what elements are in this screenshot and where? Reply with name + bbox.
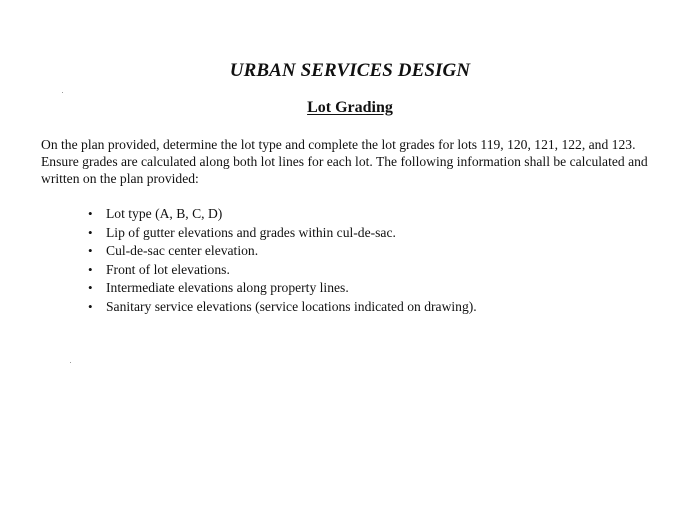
list-item [86,298,477,317]
scan-speck [70,362,71,363]
document-subtitle [0,99,700,117]
bullet-icon: • [88,224,93,240]
bullet-icon: • [88,206,93,221]
scan-speck [62,92,63,93]
list-item [86,279,477,298]
list-item-text: Cul-de-sac center elevation. [106,243,259,258]
list-item-text: Lip of gutter elevations and grades within cul-de-sac. [106,224,396,240]
bullet-icon: • [88,298,93,314]
bullet-icon: • [88,261,93,277]
list-item [86,242,477,261]
subtitle-text: Lot Grading [307,99,393,116]
bullet-icon: • [88,280,93,295]
list-item [86,205,477,224]
requirements-list [86,205,477,316]
list-item-text: Front of lot elevations. [106,261,230,277]
list-item-text: Lot type (A, B, C, D) [106,206,223,221]
document-title: URBAN SERVICES DESIGN [229,60,471,81]
list-item [86,224,477,243]
list-item-text: Intermediate elevations along property lines. [106,280,349,295]
intro-paragraph: On the plan provided, determine the lot type and complete the lot grades for lots 119, 120, 121, 122, and 123. Ensure grades are calculated along both lot lines for each lot. The following information shall be calculated and written on the plan provided: [41,137,648,186]
bullet-icon: • [88,243,93,258]
list-item-text: Sanitary service elevations (service locations indicated on drawing). [106,298,477,314]
list-item [86,261,477,280]
